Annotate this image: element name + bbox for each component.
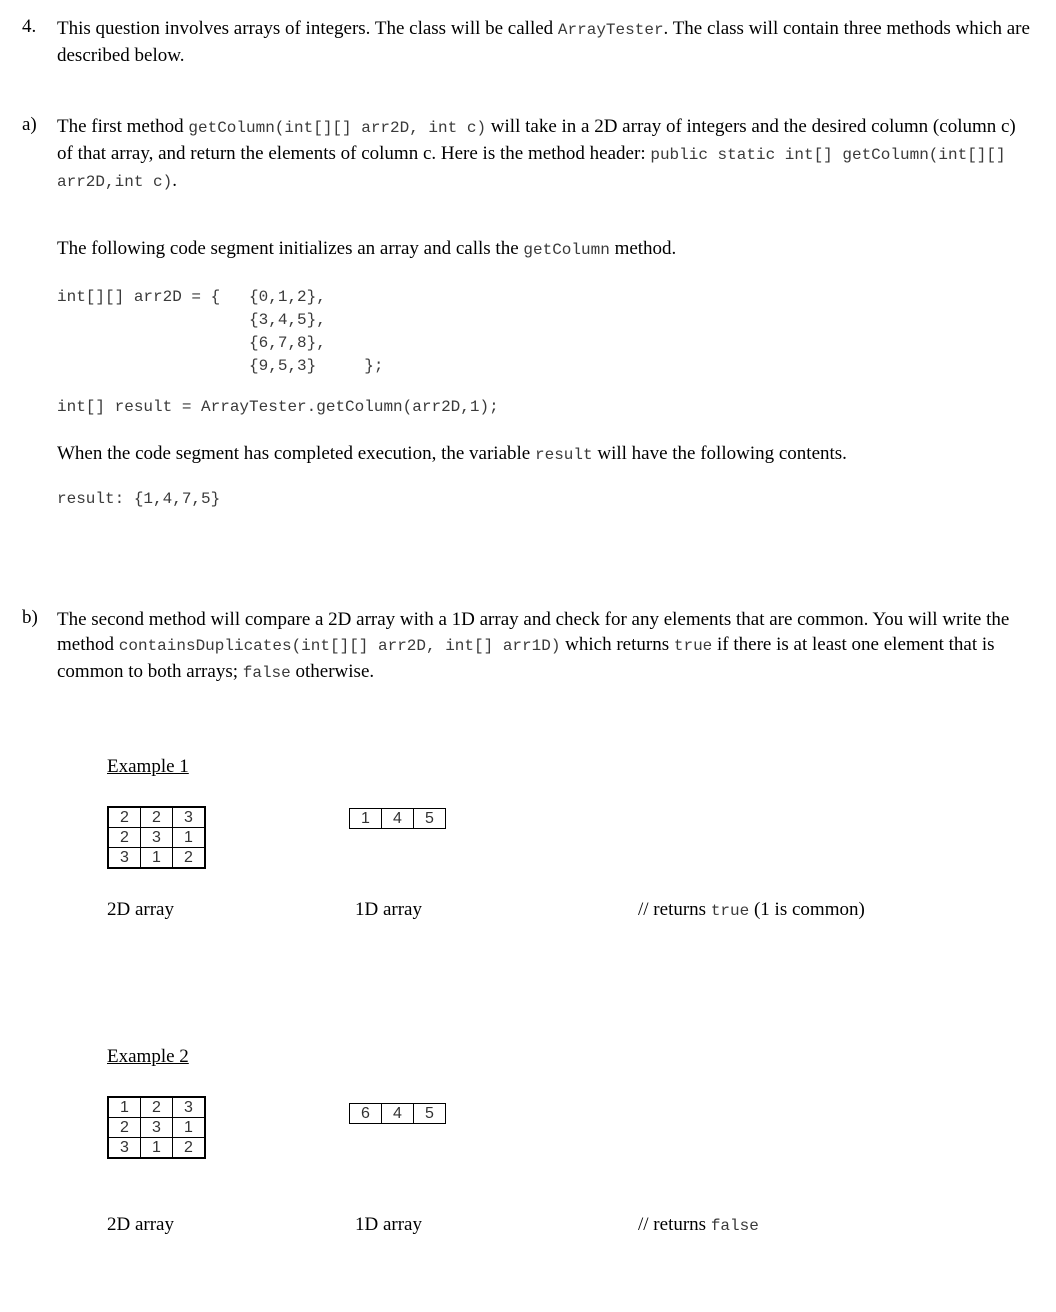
array-cell: 1 [141,848,173,869]
class-name-code: ArrayTester [557,21,664,39]
question-number: 4. [22,16,37,37]
array-cell: 6 [350,1104,382,1124]
array-cell: 4 [382,1104,414,1124]
example-2-title: Example 2 [107,1046,189,1067]
array-cell: 1 [108,1097,141,1118]
table-row [108,1097,205,1118]
array-cell: 2 [108,807,141,828]
part-a-description: The first method getColumn(int[][] arr2D, int c) will take in a 2D array of integers and the desired column (column c) of that array, and return the elements of column c. Here is the method header: public static int[] getColumn(int[][] arr2D,int c). [57,116,1016,191]
code-array-init: int[][] arr2D = { {0,1,2}, {3,4,5}, {6,7,8}, {9,5,3} }; [57,288,384,375]
array-cell: 3 [173,807,206,828]
part-a-label: a) [22,114,37,135]
array-cell: 3 [141,1118,173,1138]
array-cell: 1 [141,1138,173,1159]
example-2-2d-array [107,1096,206,1159]
example-2-1d-label: 1D array [355,1214,422,1235]
part-b-label: b) [22,607,38,628]
code-method-call: int[] result = ArrayTester.getColumn(arr2D,1); [57,398,499,416]
example-1-1d-label: 1D array [355,899,422,920]
table-row [350,809,446,829]
table-row [108,848,205,869]
code-result: result: {1,4,7,5} [57,490,221,508]
array-cell: 1 [173,1118,206,1138]
code-segment-intro: The following code segment initializes an array and calls the getColumn method. [57,238,677,259]
array-cell: 2 [141,807,173,828]
table-row [108,1118,205,1138]
array-cell: 2 [141,1097,173,1118]
table-row [108,828,205,848]
table-row [350,1104,446,1124]
part-b-description: The second method will compare a 2D array with a 1D array and check for any elements that are common. You will write the method containsDuplicates(int[][] arr2D, int[] arr1D) which returns true if there is at least one element that is common to both arrays; false otherwise. [57,609,1010,682]
example-1-title: Example 1 [107,756,189,777]
example-2-comment: // returns false [638,1214,759,1235]
array-cell: 3 [108,1138,141,1159]
table-row [108,1138,205,1159]
question-intro: This question involves arrays of integers. The class will be called ArrayTester. The class will contain three methods which are described below. [57,18,1030,66]
array-cell: 2 [173,848,206,869]
array-cell: 3 [141,828,173,848]
example-1-2d-label: 2D array [107,899,174,920]
array-cell: 2 [108,828,141,848]
array-cell: 3 [173,1097,206,1118]
example-1-2d-array [107,806,206,869]
array-cell: 5 [414,1104,446,1124]
example-1-1d-array [349,808,446,829]
array-cell: 4 [382,809,414,829]
table-row [108,807,205,828]
array-cell: 3 [108,848,141,869]
array-cell: 2 [173,1138,206,1159]
array-cell: 5 [414,809,446,829]
example-1-comment: // returns true (1 is common) [638,899,865,920]
array-cell: 1 [350,809,382,829]
array-cell: 1 [173,828,206,848]
example-2-2d-label: 2D array [107,1214,174,1235]
result-description: When the code segment has completed execution, the variable result will have the following contents. [57,443,847,464]
example-2-1d-array [349,1103,446,1124]
array-cell: 2 [108,1118,141,1138]
